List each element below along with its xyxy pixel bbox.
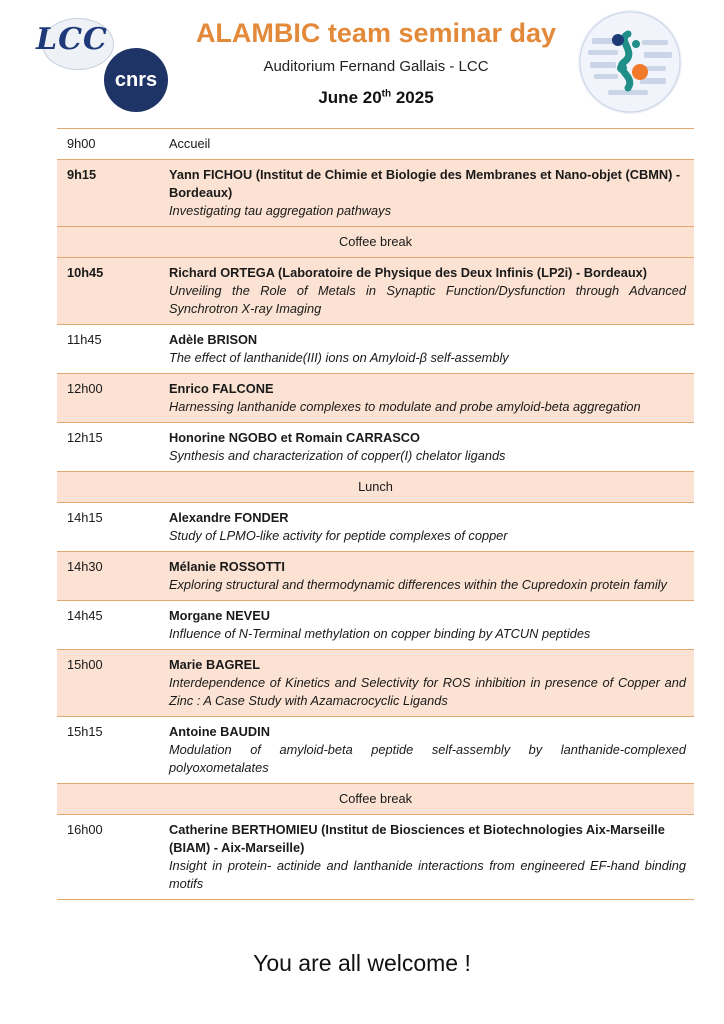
session-details [169, 160, 694, 227]
session-time: 14h30 [57, 552, 169, 601]
schedule-row [57, 129, 694, 160]
talk-title: The effect of lanthanide(III) ions on Amyloid-β self-assembly [169, 350, 509, 365]
page-header [0, 0, 724, 128]
session-details [169, 423, 694, 472]
session-time: 16h00 [57, 815, 169, 900]
break-row [57, 784, 694, 815]
speaker-name: Morgane NEVEU [169, 608, 270, 623]
session-details [169, 374, 694, 423]
schedule-row [57, 503, 694, 552]
team-logo-graphic [578, 10, 682, 114]
speaker-name: Mélanie ROSSOTTI [169, 559, 285, 574]
session-details [169, 129, 694, 160]
alambic-team-logo-icon [578, 10, 682, 114]
session-details [169, 503, 694, 552]
session-time: 15h00 [57, 650, 169, 717]
speaker-name: Accueil [169, 136, 211, 151]
speaker-name: Yann FICHOU (Institut de Chimie et Biologie des Membranes et Nano-objet (CBMN) - Bordeaux) [169, 167, 681, 200]
speaker-name: Richard ORTEGA (Laboratoire de Physique des Deux Infinis (LP2i) - Bordeaux) [169, 265, 648, 280]
talk-title: Influence of N-Terminal methylation on copper binding by ATCUN peptides [169, 626, 591, 641]
schedule-row [57, 160, 694, 227]
session-details [169, 552, 694, 601]
session-time: 9h15 [57, 160, 169, 227]
talk-title: Unveiling the Role of Metals in Synaptic Function/Dysfunction through Advanced Synchrotron X-ray Imaging [169, 283, 686, 316]
speaker-name: Marie BAGREL [169, 657, 261, 672]
speaker-name: Adèle BRISON [169, 332, 258, 347]
session-details [169, 325, 694, 374]
schedule-row [57, 258, 694, 325]
schedule-row [57, 423, 694, 472]
talk-title: Interdependence of Kinetics and Selectivity for ROS inhibition in presence of Copper and Zinc : A Case Study with Azamacrocyclic Ligands [169, 675, 686, 708]
speaker-name: Alexandre FONDER [169, 510, 289, 525]
break-row [57, 227, 694, 258]
session-details [169, 601, 694, 650]
session-details [169, 258, 694, 325]
break-label: Coffee break [57, 784, 694, 815]
talk-title: Study of LPMO-like activity for peptide complexes of copper [169, 528, 508, 543]
speaker-name: Catherine BERTHOMIEU (Institut de Biosciences et Biotechnologies Aix-Marseille (BIAM) - Aix-Marseille) [169, 822, 665, 855]
talk-title: Insight in protein- actinide and lanthanide interactions from engineered EF-hand binding motifs [169, 858, 686, 891]
session-details [169, 717, 694, 784]
break-label: Lunch [57, 472, 694, 503]
talk-title: Exploring structural and thermodynamic differences within the Cupredoxin protein family [169, 577, 667, 592]
session-details [169, 650, 694, 717]
cnrs-logo-text: cnrs [114, 68, 158, 91]
speaker-name: Honorine NGOBO et Romain CARRASCO [169, 430, 420, 445]
session-time: 12h15 [57, 423, 169, 472]
session-time: 10h45 [57, 258, 169, 325]
date-main: June 20 [318, 88, 382, 107]
schedule-row [57, 325, 694, 374]
session-details [169, 815, 694, 900]
venue-subtitle: Auditorium Fernand Gallais - LCC [263, 58, 489, 75]
break-row [57, 472, 694, 503]
page-title: ALAMBIC team seminar day [195, 18, 557, 48]
schedule-row [57, 717, 694, 784]
talk-title: Investigating tau aggregation pathways [169, 203, 391, 218]
schedule-table [57, 128, 694, 900]
session-time: 11h45 [57, 325, 169, 374]
schedule-row [57, 601, 694, 650]
talk-title: Harnessing lanthanide complexes to modulate and probe amyloid-beta aggregation [169, 399, 641, 414]
date-year: 2025 [391, 88, 434, 107]
speaker-name: Enrico FALCONE [169, 381, 274, 396]
talk-title: Modulation of amyloid-beta peptide self-assembly by lanthanide-complexed polyoxometalates [169, 742, 686, 775]
welcome-message: You are all welcome ! [253, 950, 471, 976]
session-time: 12h00 [57, 374, 169, 423]
date-suffix: th [381, 88, 392, 100]
talk-title: Synthesis and characterization of copper(I) chelator ligands [169, 448, 506, 463]
lcc-logo-text: LCC [36, 22, 108, 57]
schedule-row [57, 374, 694, 423]
session-time: 15h15 [57, 717, 169, 784]
schedule-row [57, 650, 694, 717]
session-time: 14h45 [57, 601, 169, 650]
speaker-name: Antoine BAUDIN [169, 724, 270, 739]
session-time: 14h15 [57, 503, 169, 552]
session-time: 9h00 [57, 129, 169, 160]
schedule-row [57, 815, 694, 900]
schedule-row [57, 552, 694, 601]
break-label: Coffee break [57, 227, 694, 258]
